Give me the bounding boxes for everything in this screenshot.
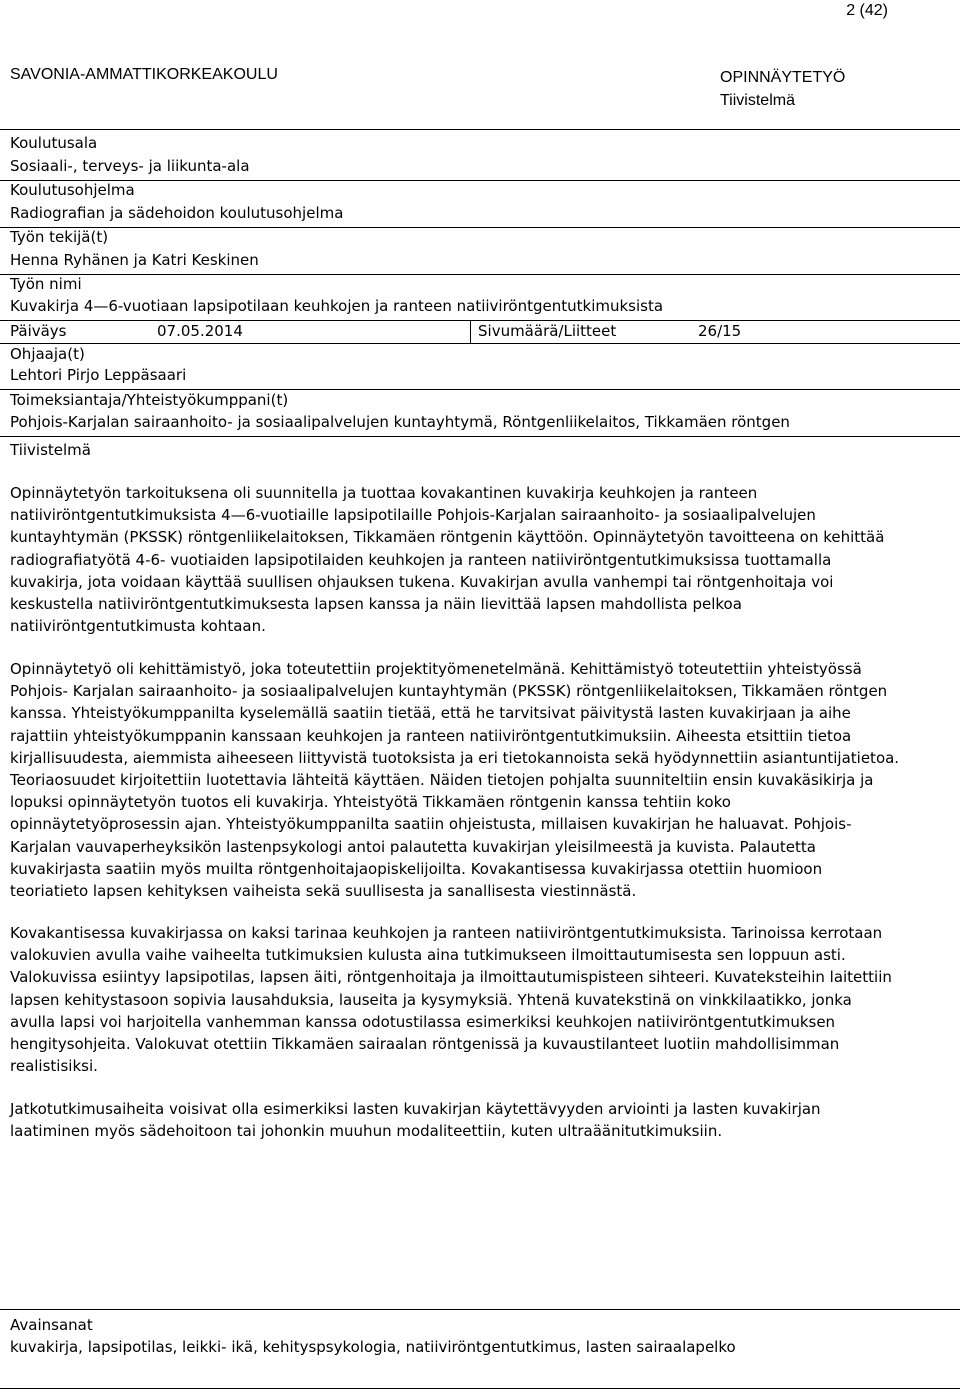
abstract-line: Teoriaosuudet kirjoitettiin luotettavia lähteitä käyttäen. Näiden tietojen pohjalta suunniteltiin ensin kuvakäsikirja ja — [10, 771, 874, 790]
page-number: 2 (42) — [846, 2, 888, 19]
abstract-line: hengitysohjeita. Valokuvat otettiin Tikkamäen sairaalan röntgenissä ja kuvaustilanteet luotiin mahdollisimman — [10, 1035, 840, 1054]
abstract-paragraph-2 — [10, 658, 950, 902]
abstract-line: opinnäytetyöprosessin ajan. Yhteistyökumppanilta saatiin ohjeistusta, millaisen kuvakirjan he haluavat. Pohjois- — [10, 815, 852, 834]
rule-field — [0, 180, 960, 181]
rule-abstract-end — [0, 1309, 960, 1310]
pages-label: Sivumäärä/Liitteet — [478, 322, 617, 340]
abstract-line: Valokuvissa esiintyy lapsipotilas, lapsen äiti, röntgenhoitaja ja ilmoittautumispisteen sihteeri. Kuvateksteihin laitettiin — [10, 968, 892, 987]
title-value: Kuvakirja 4—6-vuotiaan lapsipotilaan keuhkojen ja ranteen natiiviröntgentutkimuksista — [10, 297, 664, 315]
abstract-line: lapsen kehitystasoon sopivia lausahduksia, lauseita ja kysymyksiä. Yhtenä kuvatekstinä on vinkkilaatikko, jonka — [10, 990, 852, 1009]
title-label: Työn nimi — [10, 275, 82, 293]
rule-bottom — [0, 1388, 960, 1389]
abstract-label: Tiivistelmä — [10, 441, 91, 459]
date-label: Päiväys — [10, 322, 67, 340]
abstract-line: kuvakirja, jota voidaan käyttää suullisen ohjauksen tukena. Kuvakirjan avulla vanhempi tai röntgenhoitaja voi — [10, 572, 834, 591]
rule-title — [0, 320, 960, 321]
rule-date — [0, 343, 960, 344]
keywords-label: Avainsanat — [10, 1316, 93, 1334]
document-type-subtitle: Tiivistelmä — [720, 92, 795, 109]
abstract-line: keskustella natiiviröntgentutkimuksesta lapsen kanssa ja näin lievittää lapsen mahdollista pelkoa — [10, 595, 742, 614]
program-label: Koulutusohjelma — [10, 181, 135, 199]
abstract-line: kanssa. Yhteistyökumppanilta kyselemällä saatiin tietää, että he tarvitsivat päivitystä lasten kuvakirjaan ja aihe — [10, 704, 851, 723]
abstract-paragraph-3 — [10, 922, 950, 1077]
abstract-line: Jatkotutkimusaiheita voisivat olla esimerkiksi lasten kuvakirjan käytettävyyden arviointi ja lasten kuvakirjan — [10, 1100, 821, 1118]
rule-supervisor — [0, 389, 960, 390]
abstract-line: realistisiksi. — [10, 1057, 98, 1076]
field-value: Sosiaali-, terveys- ja liikunta-ala — [10, 157, 250, 175]
rule-authors — [0, 274, 960, 275]
supervisor-value: Lehtori Pirjo Leppäsaari — [10, 366, 187, 384]
abstract-line: Kovakantisessa kuvakirjassa on kaksi tarinaa keuhkojen ja ranteen natiiviröntgentutkimuksista. Tarinoissa kerrotaan — [10, 924, 883, 942]
document-type — [720, 66, 845, 112]
abstract-paragraph-1 — [10, 482, 950, 637]
abstract-line: rajattiin yhteistyökumppanin kanssaan keuhkojen ja ranteen natiiviröntgentutkimuksiin. Aiheesta etsittiin tietoa — [10, 726, 852, 745]
abstract-line: teoriatieto lapsen kehityksen vaiheista sekä suullisesta ja sanallisesta viestinnästä. — [10, 882, 637, 901]
abstract-line: Opinnäytetyön tarkoituksena oli suunnitella ja tuottaa kovakantinen kuvakirja keuhkojen ja ranteen — [10, 484, 758, 502]
abstract-line: avulla lapsi voi harjoitella vanhemman kanssa odotustilassa esimerkiksi keuhkojen natiiviröntgentutkimuksen — [10, 1012, 836, 1031]
date-value: 07.05.2014 — [157, 322, 243, 340]
school-name: SAVONIA-AMMATTIKORKEAKOULU — [10, 66, 278, 83]
program-value: Radiografian ja sädehoidon koulutusohjelma — [10, 204, 344, 222]
abstract-line: radiografiatyötä 4-6- vuotiaiden lapsipotilaiden keuhkojen ja ranteen natiiviröntgentutkimuksissa tuottamalla — [10, 550, 832, 569]
abstract-paragraph-4 — [10, 1098, 950, 1142]
field-label: Koulutusala — [10, 134, 98, 152]
abstract-line: Karjalan vauvaperheyksikön lastenpsykologi antoi palautetta kuvakirjan yleisilmeestä ja kuvista. Palautetta — [10, 837, 816, 856]
abstract-line: Opinnäytetyö oli kehittämistyö, joka toteutettiin projektityömenetelmänä. Kehittämistyö toteutettiin yhteistyössä — [10, 660, 862, 678]
abstract-line: kirjallisuudesta, aiemmista aiheeseen liittyvistä tuotoksista ja eri tietokannoista sekä hyödynnettiin asiantuntijatietoa. — [10, 748, 900, 767]
abstract-line: natiiviröntgentutkimusta kohtaan. — [10, 617, 266, 636]
supervisor-label: Ohjaaja(t) — [10, 345, 85, 363]
abstract-line: laatiminen myös sädehoitoon tai johonkin muuhun modaliteettiin, kuten ultraäänitutkimuksiin. — [10, 1122, 723, 1141]
abstract-line: natiiviröntgentutkimuksista 4—6-vuotiaille lapsipotilaille Pohjois-Karjalan sairaanhoito- ja sosiaalipalvelujen — [10, 506, 816, 525]
authors-label: Työn tekijä(t) — [10, 228, 109, 246]
rule-program — [0, 227, 960, 228]
document-type-title: OPINNÄYTETYÖ — [720, 69, 846, 86]
abstract-line: lopuksi opinnäytetyön tuotos eli kuvakirja. Yhteistyötä Tikkamäen röntgenin kanssa tehtiin koko — [10, 793, 731, 812]
abstract-line: kuntayhtymän (PKSSK) röntgenliikelaitoksen, Tikkamäen röntgenin käyttöön. Opinnäytetyön tavoitteena on kehittää — [10, 528, 885, 547]
partner-value: Pohjois-Karjalan sairaanhoito- ja sosiaalipalvelujen kuntayhtymä, Röntgenliikelaitos, Tikkamäen röntgen — [10, 413, 790, 431]
keywords-value: kuvakirja, lapsipotilas, leikki- ikä, kehityspsykologia, natiiviröntgentutkimus, lasten sairaalapelko — [10, 1338, 736, 1356]
rule-date-divider — [470, 320, 471, 343]
abstract-line: Pohjois- Karjalan sairaanhoito- ja sosiaalipalvelujen kuntayhtymän (PKSSK) röntgenliikelaitoksen, Tikkamäen röntgen — [10, 682, 888, 701]
authors-value: Henna Ryhänen ja Katri Keskinen — [10, 251, 259, 269]
partner-label: Toimeksiantaja/Yhteistyökumppani(t) — [10, 391, 289, 409]
rule-partner — [0, 436, 960, 437]
abstract-line: valokuvien avulla vaihe vaiheelta tutkimuksien kulusta aina tutkimukseen ilmoittautumisesta sen loppuun asti. — [10, 946, 846, 965]
rule-top — [0, 129, 960, 130]
pages-value: 26/15 — [698, 322, 742, 340]
abstract-line: kuvakirjasta saatiin myös muilta röntgenhoitajaopiskelijoilta. Kovakantisessa kuvakirjassa otettiin huomioon — [10, 859, 823, 878]
